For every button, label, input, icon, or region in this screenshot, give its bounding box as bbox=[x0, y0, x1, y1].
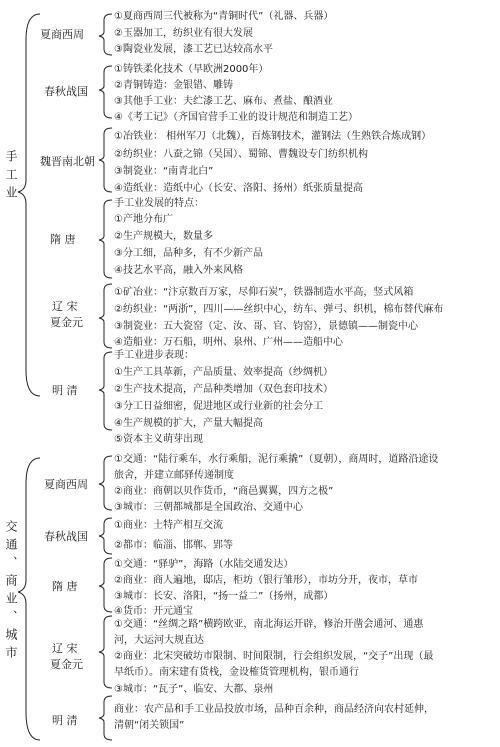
list-item: ③城市：“瓦子”、临安、大都、泉州 bbox=[114, 684, 274, 695]
list-item: 清朝“闭关锁国” bbox=[114, 720, 185, 731]
list-item: ④造船业：万石船，明州、泉州、广州——造船中心 bbox=[114, 337, 343, 348]
list-item: ③分工日益细密，促进地区或行业新的社会分工 bbox=[114, 401, 323, 412]
list-item: ④《考工记》（齐国官营手工业的设计规范和制造工艺） bbox=[114, 112, 358, 123]
hc-cqzg-bracket bbox=[99, 66, 112, 118]
section-intro: 手工业进步表现： bbox=[114, 350, 194, 361]
hc-st-bracket bbox=[99, 200, 112, 278]
period-label: 辽 宋 bbox=[52, 642, 78, 655]
list-item: 旅舍，并建立邮驿传递制度 bbox=[114, 470, 234, 481]
list-item: ③制瓷业：“南青北白” bbox=[114, 166, 214, 177]
list-item: ①交通：“驿驴”，海路（水陆交通发达） bbox=[114, 559, 294, 570]
list-item: ②青铜铸造：金银错、雕铸 bbox=[114, 80, 233, 91]
list-item: ②纺织业：八蚕之锦（吴国）、蜀锦、曹魏设专门纺织机构 bbox=[114, 149, 368, 160]
cm-cqzg-bracket bbox=[99, 518, 112, 554]
list-item: ④技艺水平高，融入外来风格 bbox=[114, 265, 243, 276]
period-label: 夏金元 bbox=[50, 658, 83, 671]
cm-mq-bracket bbox=[99, 696, 112, 740]
period-label: 春秋战国 bbox=[44, 85, 88, 98]
list-item: ③分工细，品种多，有不少新产品 bbox=[114, 248, 263, 259]
list-item: ④造纸业：造纸中心（长安、洛阳、扬州）纸张质量提高 bbox=[114, 183, 363, 194]
list-item: ②商业：商朝以贝作货币，“商邑翼翼，四方之极” bbox=[114, 486, 334, 497]
list-item: ①生产工具革新，产品质量、效率提高（纱绸机） bbox=[114, 367, 333, 378]
list-item: ④生产规模的扩大，产量大幅提高 bbox=[114, 418, 263, 429]
list-item: ①矿冶业：“汴京数百万家，尽仰石炭”，铁器制造水平高，竖式风箱 bbox=[114, 287, 414, 298]
period-label: 辽 宋 bbox=[52, 300, 78, 313]
cm-ls-bracket bbox=[99, 616, 112, 688]
list-item: 河，大运河大规直达 bbox=[114, 635, 204, 646]
category-commerce: 交通、商业、城市 bbox=[4, 520, 18, 664]
list-item: ②生产规模大，数量多 bbox=[114, 231, 213, 242]
list-item: ①产地分布广 bbox=[114, 214, 173, 225]
period-label: 隋 唐 bbox=[52, 580, 78, 593]
period-label: 夏商西周 bbox=[40, 28, 84, 41]
commerce-bracket bbox=[18, 458, 40, 740]
cm-xsz-bracket bbox=[99, 456, 112, 510]
list-item: ⑤资本主义萌芽出现 bbox=[114, 434, 203, 445]
period-label: 明 清 bbox=[52, 714, 78, 727]
list-item: ③陶瓷业发展，漆工艺已达较高水平 bbox=[114, 44, 273, 55]
hc-wj-bracket bbox=[99, 128, 112, 192]
hc-mq-bracket bbox=[99, 352, 112, 430]
hc-xsz-bracket bbox=[99, 14, 112, 55]
list-item: ①商业：土特产相互交流 bbox=[114, 520, 223, 531]
handicraft-bracket bbox=[18, 14, 40, 396]
list-item: ①交通：“丝绸之路”横跨欧亚，南北海运开辟，修治开凿会通河、通惠 bbox=[114, 619, 424, 630]
category-handicraft: 手工业 bbox=[4, 150, 18, 204]
list-item: ③城市：三朝都城都是全国政治、交通中心 bbox=[114, 502, 303, 513]
list-item: 商业：农产品和手工业品投放市场，品种百余种，商品经济向农村延伸， bbox=[114, 704, 434, 715]
list-item: ①夏商西周三代被称为“青铜时代”（礼器、兵器） bbox=[114, 11, 334, 22]
list-item: ②生产技术提高，产品种类增加（双色套印技术） bbox=[114, 384, 333, 395]
period-label: 夏金元 bbox=[50, 316, 83, 329]
list-item: ②商业：北宋突破坊市限制、时间限制，行会组织发展，“交子”出现（最 bbox=[114, 651, 434, 662]
list-item: ②玉器加工，纺织业有很大发展 bbox=[114, 28, 253, 39]
list-item: ②都市：临淄、邯郸、郢等 bbox=[114, 540, 233, 551]
list-item: 早纸币）。南宋建有货栈，金设榷货管理机构，银币通行 bbox=[114, 667, 359, 678]
section-intro: 手工业发展的特点： bbox=[114, 198, 204, 209]
period-label: 魏晋南北朝 bbox=[40, 155, 95, 168]
list-item: ①铸铁柔化技术（早欧洲2000年） bbox=[114, 64, 269, 75]
period-label: 明 清 bbox=[52, 384, 78, 397]
period-label: 隋 唐 bbox=[50, 233, 76, 246]
period-label: 春秋战国 bbox=[44, 530, 88, 543]
list-item: ③制瓷业：五大瓷窑（定、汝、哥、官、钧窑），景德镇——制瓷中心 bbox=[114, 321, 418, 332]
list-item: ②商业：商人遍地，邸店，柜坊（银行雏形），市坊分开，夜市，草市 bbox=[114, 575, 418, 586]
list-item: ②纺织业：“两浙”，四川——丝织中心，纺车、弹弓、织机，棉布替代麻布 bbox=[114, 304, 444, 315]
list-item: ③其他手工业：夫纻漆工艺、麻布、煮盐、酿酒业 bbox=[114, 96, 333, 107]
cm-st-bracket bbox=[99, 558, 112, 612]
list-item: ④货币：开元通宝 bbox=[114, 606, 193, 617]
list-item: ③城市：长安、洛阳，“扬一益二”（扬州，成都） bbox=[114, 591, 334, 602]
hc-ls-bracket bbox=[99, 284, 112, 348]
list-item: ①冶铁业： 相州军刀（北魏），百炼钢技术，灌钢法（生熟铁合炼成钢） bbox=[114, 131, 432, 142]
list-item: ①交通：“陆行乘车，水行乘船，泥行乘撬”（夏朝），商周时，道路沿途设 bbox=[114, 454, 439, 465]
period-label: 夏商西周 bbox=[44, 478, 88, 491]
